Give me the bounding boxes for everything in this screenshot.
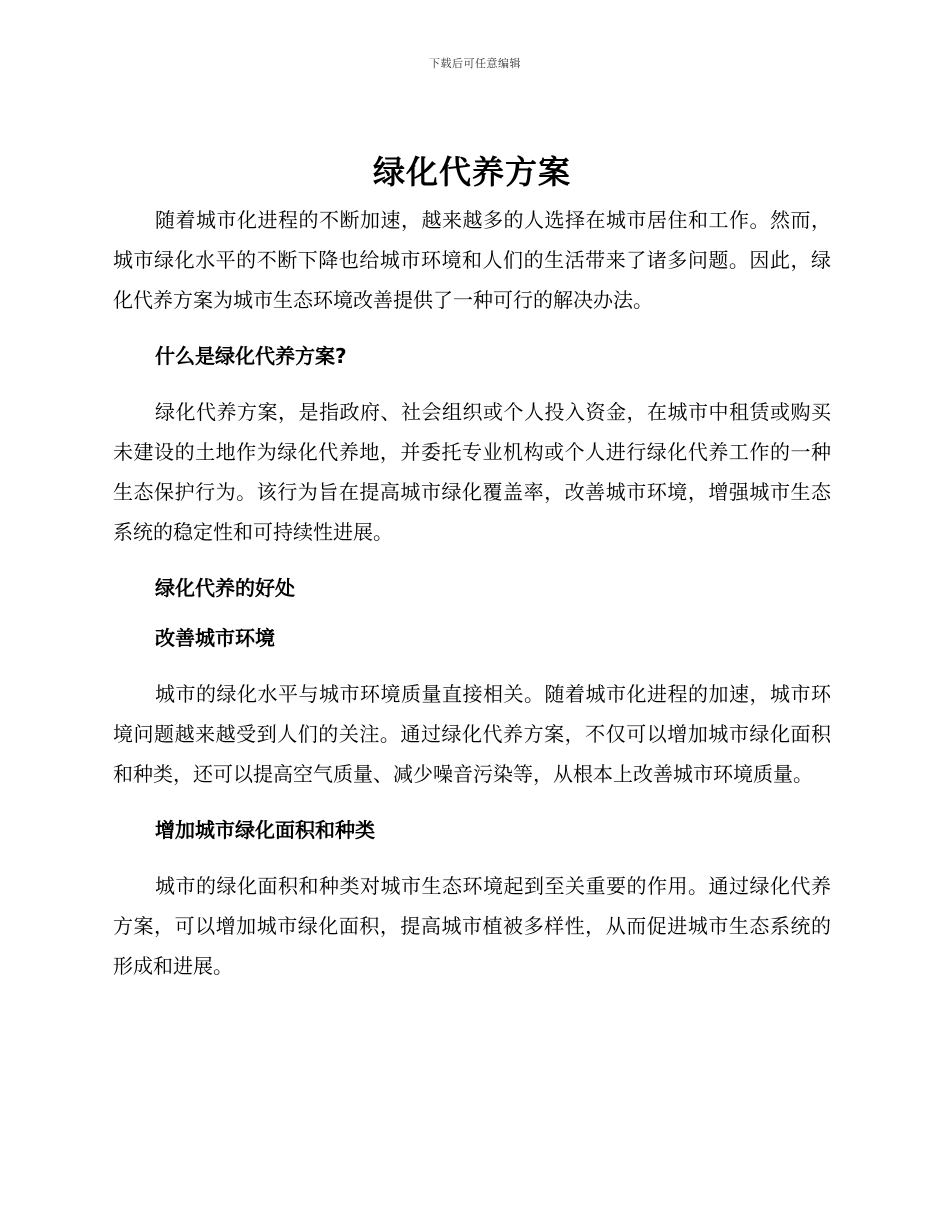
spacer bbox=[113, 376, 831, 392]
intro-paragraph: 随着城市化进程的不断加速，越来越多的人选择在城市居住和工作。然而，城市绿化水平的不断下降也给城市环境和人们的生活带来了诸多问题。因此，绿化代养方案为城市生态环境改善提供了一种可行的解决办法。 bbox=[113, 208, 831, 312]
subsection-environment-paragraph: 城市的绿化水平与城市环境质量直接相关。随着城市化进程的加速，城市环境问题越来越受到人们的关注。通过绿化代养方案，不仅可以增加城市绿化面积和种类，还可以提高空气质量、减少噪音污染等，从根本上改善城市环境质量。 bbox=[113, 682, 831, 786]
section-heading-what-is: 什么是绿化代养方案? bbox=[155, 344, 347, 368]
subsection-heading-area-variety: 增加城市绿化面积和种类 bbox=[155, 818, 375, 842]
spacer bbox=[113, 658, 831, 674]
spacer bbox=[113, 794, 831, 810]
spacer bbox=[113, 320, 831, 336]
spacer bbox=[113, 552, 831, 568]
spacer bbox=[113, 850, 831, 866]
subsection-area-variety-paragraph: 城市的绿化面积和种类对城市生态环境起到至关重要的作用。通过绿化代养方案，可以增加城市绿化面积，提高城市植被多样性，从而促进城市生态系统的形成和进展。 bbox=[113, 874, 831, 978]
subsection-heading-environment: 改善城市环境 bbox=[155, 626, 275, 650]
spacer bbox=[113, 608, 831, 618]
section-what-is-paragraph: 绿化代养方案，是指政府、社会组织或个人投入资金，在城市中租赁或购买未建设的土地作为绿化代养地，并委托专业机构或个人进行绿化代养工作的一种生态保护行为。该行为旨在提高城市绿化覆盖率，改善城市环境，增强城市生态系统的稳定性和可持续性进展。 bbox=[113, 400, 831, 544]
section-heading-benefits: 绿化代养的好处 bbox=[155, 576, 295, 600]
document-body bbox=[113, 150, 831, 986]
header-note: 下载后可任意编辑 bbox=[429, 57, 521, 70]
document-title: 绿化代养方案 bbox=[372, 153, 571, 191]
